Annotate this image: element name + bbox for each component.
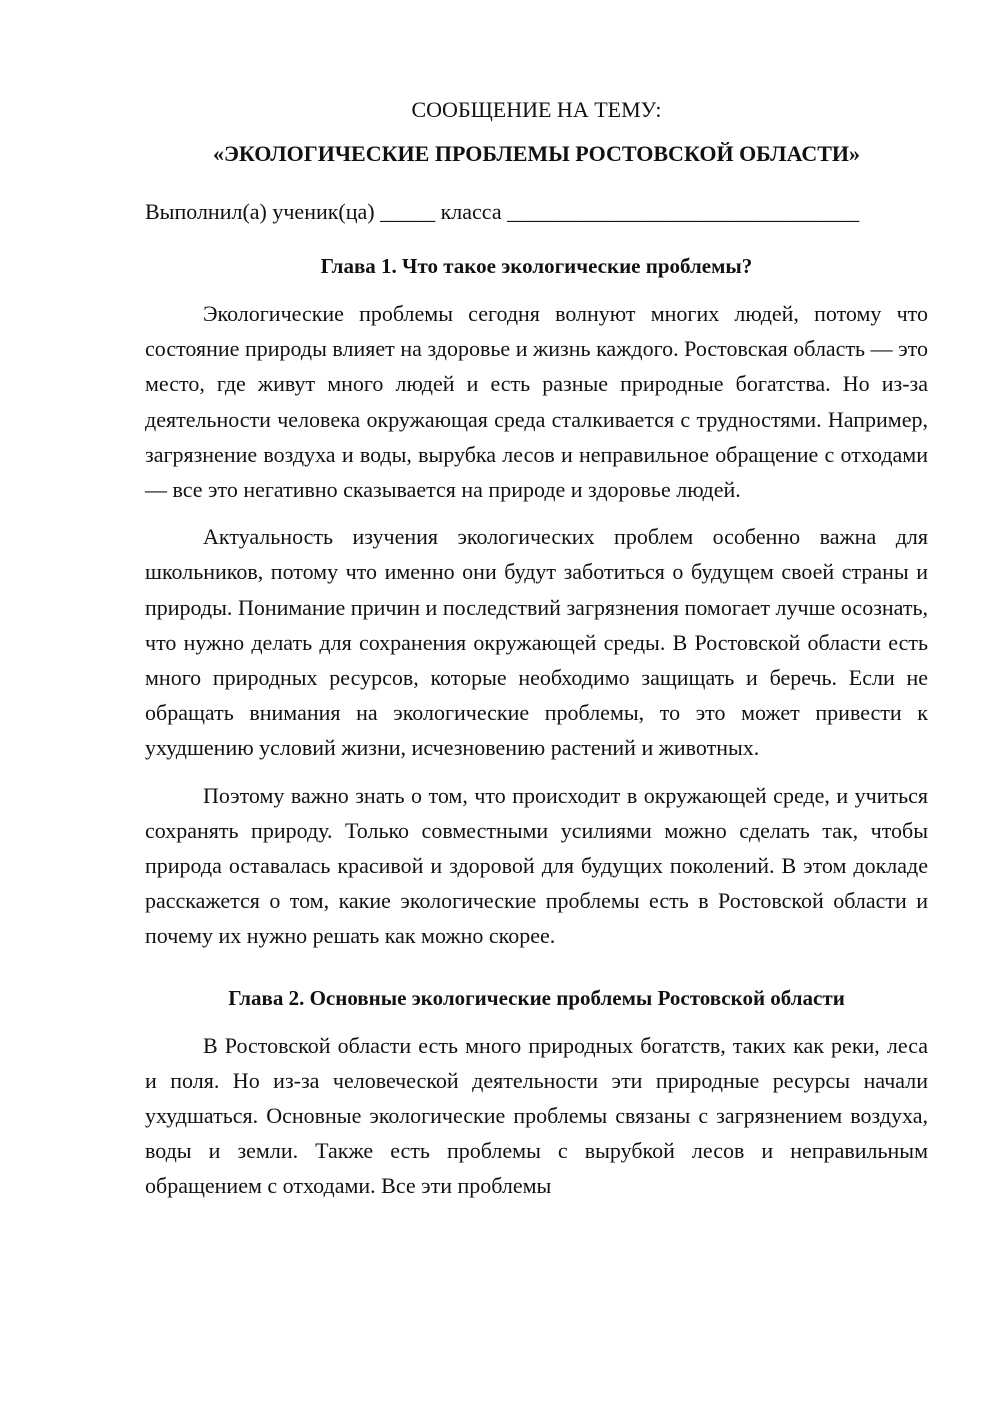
chapter-1-paragraph: Экологические проблемы сегодня волнуют многих людей, потому что состояние природы влияет на здоровье и жизнь каждого. Ростовская область — это место, где живут много людей и есть разные природные богатства. Но из-за деятельности человека окружающая среда сталкивается с трудностями. Например, загрязнение воздуха и воды, вырубка лесов и неправильное обращение с отходами — все это негативно сказывается на природе и здоровье людей.	[145, 301, 928, 503]
document-title: СООБЩЕНИЕ НА ТЕМУ:	[411, 97, 662, 122]
chapter-2-heading: Глава 2. Основные экологические проблемы Ростовской области	[228, 985, 845, 1010]
chapter-1-paragraph: Поэтому важно знать о том, что происходит в окружающей среде, и учиться сохранять природу. Только совместными усилиями можно сделать так, чтобы природа оставалась красивой и здоровой для будущих поколений. В этом докладе расскажется о том, какие экологические проблемы есть в Ростовской области и почему их нужно решать как можно скорее.	[145, 782, 928, 949]
author-line: Выполнил(а) ученик(ца) _____ класса ________________________________	[145, 199, 860, 224]
document-page	[145, 92, 928, 1204]
chapter-1-heading: Глава 1. Что такое экологические проблемы?	[320, 254, 753, 278]
document-topic: «ЭКОЛОГИЧЕСКИЕ ПРОБЛЕМЫ РОСТОВСКОЙ ОБЛАСТИ»	[212, 141, 861, 166]
chapter-1-paragraph: Актуальность изучения экологических проблем особенно важна для школьников, потому что именно они будут заботиться о будущем своей страны и природы. Понимание причин и последствий загрязнения помогает лучше осознать, что нужно делать для сохранения окружающей среды. В Ростовской области есть много природных ресурсов, которые необходимо защищать и беречь. Если не обращать внимания на экологические проблемы, то это может привести к ухудшению условий жизни, исчезновению растений и животных.	[145, 524, 928, 761]
chapter-2-paragraph: В Ростовской области есть много природных богатств, таких как реки, леса и поля. Но из-за человеческой деятельности эти природные ресурсы начали ухудшаться. Основные экологические проблемы связаны с загрязнением воздуха, воды и земли. Также есть проблемы с вырубкой лесов и неправильным обращением с отходами. Все эти проблемы	[145, 1032, 928, 1199]
